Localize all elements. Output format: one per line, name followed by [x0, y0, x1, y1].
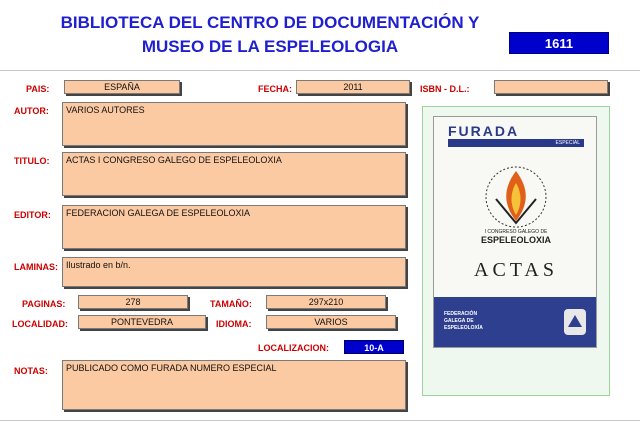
cover-event-line1: I CONGRESO GALEGO DE	[484, 229, 548, 235]
divider-bottom	[0, 420, 640, 421]
laminas-field[interactable]	[62, 257, 406, 287]
fecha-field[interactable]	[296, 80, 410, 94]
tamano-value: 297x210	[308, 297, 344, 307]
notas-value: PUBLICADO COMO FURADA NUMERO ESPECIAL	[66, 363, 277, 373]
page-title-line2: MUSEO DE LA ESPELEOLOGIA	[141, 37, 399, 56]
localizacion-label: LOCALIZACION:	[258, 343, 329, 353]
isbn-label: ISBN - D.L.:	[420, 84, 470, 94]
notas-label: NOTAS:	[14, 366, 48, 376]
tamano-label: TAMAÑO:	[210, 299, 252, 309]
divider	[0, 70, 640, 71]
paginas-value: 278	[125, 297, 141, 307]
autor-label: AUTOR:	[14, 106, 49, 116]
autor-value: VARIOS AUTORES	[66, 105, 145, 115]
cover-big-title: ACTAS	[474, 259, 558, 281]
editor-field[interactable]	[62, 205, 406, 249]
editor-label: EDITOR:	[14, 210, 51, 220]
editor-value: FEDERACION GALEGA DE ESPELEOLOXIA	[66, 208, 251, 218]
localidad-label: LOCALIDAD:	[12, 319, 68, 329]
localidad-field[interactable]	[78, 315, 206, 329]
autor-field[interactable]	[62, 102, 406, 146]
cover-issue-bar: ESPECIAL	[448, 139, 584, 147]
titulo-value: ACTAS I CONGRESO GALEGO DE ESPELEOLOXIA	[66, 155, 282, 165]
flame-emblem-icon	[472, 159, 560, 231]
idioma-value: VARIOS	[314, 317, 348, 327]
localizacion-badge: 10-A	[344, 340, 404, 354]
titulo-field[interactable]	[62, 152, 406, 196]
cover-footer-band	[434, 297, 596, 347]
isbn-field[interactable]	[494, 80, 608, 94]
laminas-value: Ilustrado en b/n.	[66, 260, 131, 270]
fecha-value: 2011	[343, 82, 363, 92]
tamano-field[interactable]	[266, 295, 386, 309]
cover-event-line2: ESPELEOLOXIA	[480, 235, 551, 245]
laminas-label: LAMINAS:	[14, 262, 58, 272]
pais-label: PAIS:	[26, 84, 50, 94]
page-title-line1: BIBLIOTECA DEL CENTRO DE DOCUMENTACIÓN Y	[60, 13, 480, 32]
federation-logo-icon	[562, 307, 588, 337]
isbn-value	[495, 81, 607, 84]
cover-masthead: FURADA	[448, 123, 520, 139]
pais-field[interactable]	[64, 80, 180, 94]
localidad-value: PONTEVEDRA	[110, 317, 173, 327]
idioma-label: IDIOMA:	[216, 319, 252, 329]
cover-publisher-line3: ESPELEOLOXÍA	[444, 325, 483, 331]
notas-field[interactable]	[62, 360, 406, 410]
idioma-field[interactable]	[266, 315, 396, 329]
fecha-label: FECHA:	[258, 84, 292, 94]
book-cover-image	[433, 116, 597, 348]
paginas-field[interactable]	[78, 295, 188, 309]
record-number-badge: 1611	[509, 32, 609, 54]
titulo-label: TITULO:	[14, 156, 50, 166]
pais-value: ESPAÑA	[104, 82, 140, 92]
cover-publisher-line1: FEDERACIÓN	[444, 311, 478, 317]
paginas-label: PAGINAS:	[22, 299, 66, 309]
cover-publisher-line2: GALEGA DE	[444, 318, 474, 324]
